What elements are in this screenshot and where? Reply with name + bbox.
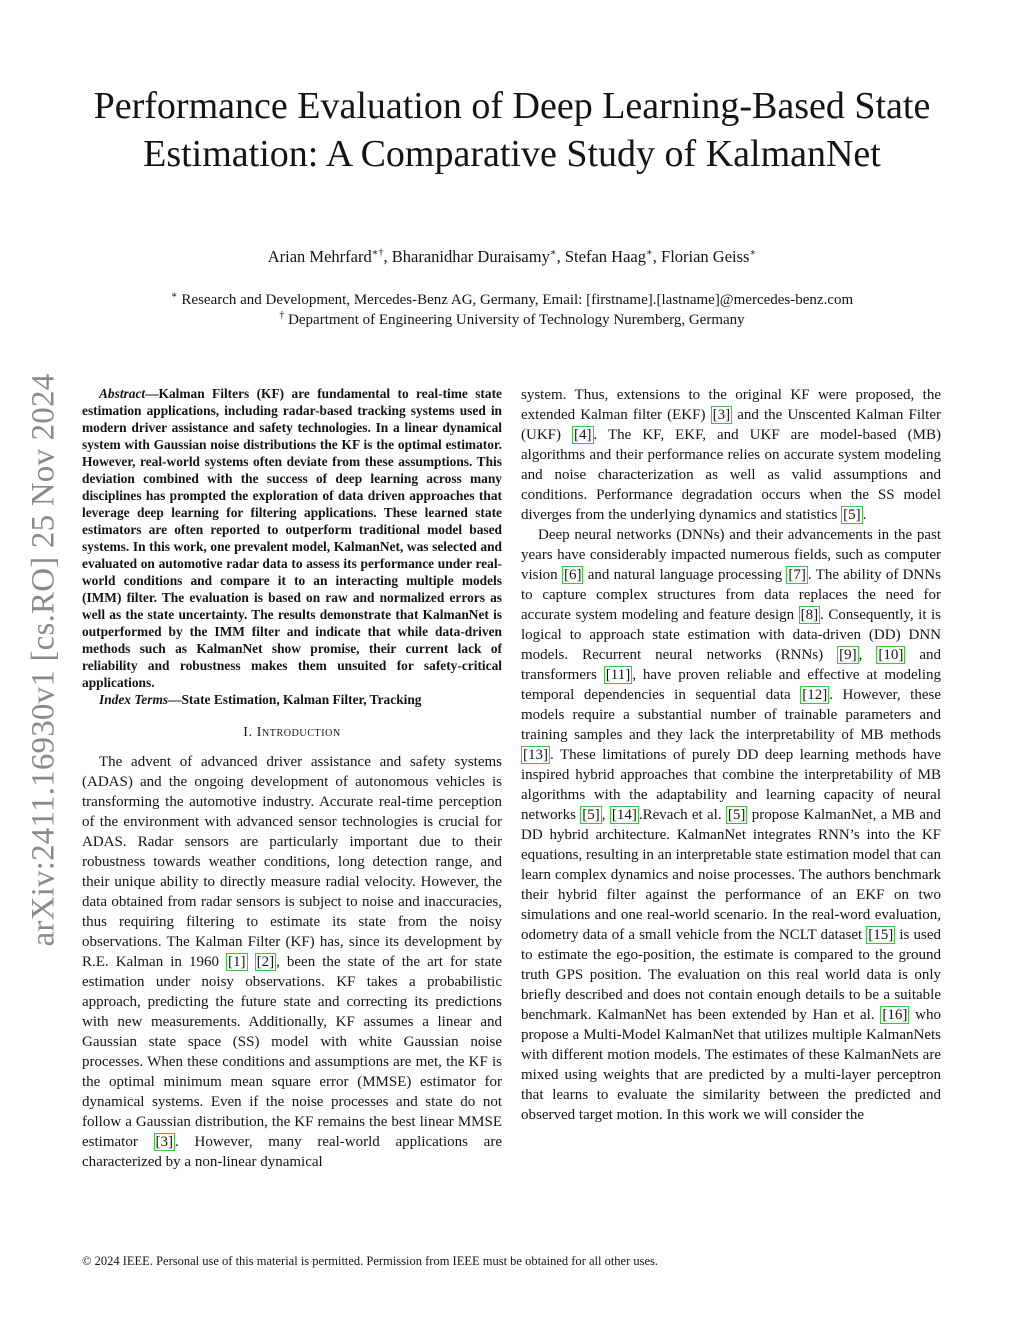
body-text-run: . The ability of DNNs to capture complex structures from data replaces the need for accurate system modeling and feature design bbox=[521, 567, 941, 623]
affiliation-mark: ∗ bbox=[170, 290, 178, 301]
body-text-run: propose KalmanNet, a MB and DD hybrid architecture. KalmanNet integrates RNN’s into the KF equations, resulting in an interpretable state estimation model that can learn complex dynamics and noise processes. The authors benchmark their hybrid filter against the performance of an EKF on two simulations and one real-world scenario. In the real-word evaluation, odometry data of a small vehicle from the NCLT dataset bbox=[521, 807, 941, 943]
affiliation-2 bbox=[60, 312, 964, 329]
citation-link[interactable]: [7] bbox=[788, 567, 806, 583]
author-marks: ∗ bbox=[749, 247, 757, 259]
left-column bbox=[82, 385, 502, 1172]
affiliation-text: Research and Development, Mercedes-Benz AG, Germany, Email: [firstname].[lastname]@mercedes-benz.com bbox=[181, 292, 854, 308]
body-paragraph bbox=[521, 525, 941, 1125]
citation-link[interactable]: [5] bbox=[843, 507, 861, 523]
citation-link[interactable]: [13] bbox=[523, 747, 548, 763]
citation-link[interactable]: [6] bbox=[563, 567, 582, 583]
body-text-run: .Revach et al. bbox=[638, 807, 726, 823]
author-name: Stefan Haag bbox=[564, 247, 646, 266]
abstract-text: —Kalman Filters (KF) are fundamental to real-time state estimation applications, including radar-based tracking systems used in modern driver assistance and safety technologies. In a linear dynamical system with Gaussian noise distributions the KF is the optimal estimator. However, real-world systems often deviate from these assumptions. This deviation combined with the success of deep learning across many disciplines has prompted the exploration of data driven approaches that leverage deep learning for filtering applications. These learned state estimators are often reported to outperform traditional model based systems. In this work, one prevalent model, KalmanNet, was selected and evaluated on automotive radar data to assess its performance under real-world conditions and compare it to an interacting multiple models (IMM) filter. The evaluation is based on raw and normalized errors as well as the state uncertainty. The results demonstrate that KalmanNet is outperformed by the IMM filter and indicate that while data-driven methods such as KalmanNet show promise, their current lack of reliability and robustness makes them unsuited for safety-critical applications. bbox=[82, 386, 502, 690]
body-text-run: who propose a Multi-Model KalmanNet that utilizes multiple KalmanNets with different motion models. The estimates of these KalmanNets are mixed using weights that are predicted by a multi-layer perceptron that learns to evaluate the similarity between the predicted and observed target motion. In this work we will consider the bbox=[521, 1007, 941, 1123]
abstract-label: Abstract bbox=[99, 386, 146, 401]
body-text-run: and the Unscented Kalman Filter (UKF) bbox=[521, 407, 941, 443]
body-text-run: is used to estimate the ego-position, the estimate is compared to the ground truth GPS position. The evaluation on this real world data is only briefly described and does not contain enough details to be a suitable benchmark. KalmanNet has been extended by Han et al. bbox=[521, 927, 942, 1023]
citation-link[interactable]: [10] bbox=[878, 647, 904, 663]
body-text-run bbox=[248, 954, 255, 970]
arxiv-identifier-stamp: arXiv:2411.16930v1 [cs.RO] 25 Nov 2024 bbox=[25, 373, 62, 947]
body-text-run: and natural language processing bbox=[583, 567, 787, 583]
introduction-left-body bbox=[82, 752, 502, 1172]
body-text-run: system. Thus, extensions to the original KF were proposed, the extended Kalman filter (EKF) bbox=[521, 387, 941, 423]
body-text-run: . However, these models require a substantial number of trainable parameters and training samples and they lack the interpretability of MB methods bbox=[521, 687, 941, 743]
index-terms-label: Index Terms bbox=[99, 692, 169, 707]
citation-link[interactable]: [2] bbox=[256, 954, 275, 970]
body-text-run: , bbox=[601, 807, 610, 823]
right-column bbox=[521, 385, 941, 1125]
citation-link[interactable]: [3] bbox=[155, 1134, 174, 1150]
citation-link[interactable]: [3] bbox=[712, 407, 731, 423]
body-text-run: . bbox=[862, 507, 867, 523]
author-marks: ∗ bbox=[645, 247, 653, 259]
body-paragraph bbox=[521, 385, 941, 525]
author-list: Arian Mehrfard∗†, Bharanidhar Duraisamy∗, Stefan Haag∗, Florian Geiss∗ bbox=[267, 247, 757, 266]
copyright-footer: © 2024 IEEE. Personal use of this material is permitted. Permission from IEEE must be obtained for all other uses. bbox=[82, 1254, 659, 1268]
citation-link[interactable]: [5] bbox=[582, 807, 600, 823]
author-name: Florian Geiss bbox=[661, 247, 750, 266]
body-text-run: The advent of advanced driver assistance and safety systems (ADAS) and the ongoing development of autonomous vehicles is transforming the automotive industry. Accurate real-time perception of the environment with advanced sensor technologies is crucial for ADAS. Radar sensors are particularly important due to their robustness towards weather conditions, long detection range, and their unique ability to directly measure radial velocity. However, the data obtained from radar sensors is subject to noise and inaccuracies, thus requiring filtering to estimate its state from the noisy observations. The Kalman Filter (KF) has, since its development by R.E. Kalman in 1960 bbox=[82, 754, 502, 970]
section-heading-introduction bbox=[82, 725, 502, 741]
author-marks: ∗† bbox=[371, 247, 384, 259]
citation-link[interactable]: [1] bbox=[228, 954, 246, 970]
index-terms-text: —State Estimation, Kalman Filter, Tracking bbox=[168, 692, 422, 707]
citation-link[interactable]: [14] bbox=[611, 807, 637, 823]
body-text-run: . However, many real-world applications are characterized by a non-linear dynamical bbox=[82, 1134, 502, 1170]
introduction-right-body bbox=[521, 385, 941, 1125]
section-title: Introduction bbox=[256, 725, 341, 740]
author-name: Bharanidhar Duraisamy bbox=[391, 247, 550, 266]
abstract bbox=[82, 385, 502, 708]
citation-link[interactable]: [8] bbox=[800, 607, 819, 623]
citation-link[interactable]: [9] bbox=[839, 647, 857, 663]
author-marks: ∗ bbox=[549, 247, 557, 259]
body-text-run: , been the state of the art for state estimation under noisy observations. KF takes a probabilistic approach, predicting the future state and correcting its predictions with new measurements. Additionally, KF assumes a linear and Gaussian state space (SS) model with white Gaussian noise processes. When these conditions and assumptions are met, the KF is the optimal minimum mean square error (MMSE) estimator for dynamical systems. Even if the noise processes and state do not follow a Gaussian distribution, the KF remains the best linear MMSE estimator bbox=[82, 954, 503, 1150]
citation-link[interactable]: [16] bbox=[882, 1007, 908, 1023]
body-text-run: . The KF, EKF, and UKF are model-based (MB) algorithms and their performance relies on accurate system modeling and noise characterization as well as valid assumptions and conditions. Performance degradation occurs when the SS model diverges from the underlying dynamics and statistics bbox=[521, 427, 941, 523]
index-terms bbox=[82, 691, 502, 708]
body-text-run: . Consequently, it is logical to approach state estimation with data-driven (DD) DNN models. Recurrent neural networks (RNNs) bbox=[521, 607, 941, 663]
body-text-run: Deep neural networks (DNNs) and their advancements in the past years have considerably impacted numerous fields, such as computer vision bbox=[521, 527, 941, 583]
affiliation-mark: † bbox=[279, 310, 285, 321]
citation-link[interactable]: [11] bbox=[605, 667, 631, 683]
citation-link[interactable]: [5] bbox=[727, 807, 746, 823]
body-text-run: and transformers bbox=[521, 647, 941, 683]
body-text-run: , have proven reliable and effective at modeling temporal dependencies in sequential data bbox=[521, 667, 941, 703]
body-text-run: . These limitations of purely DD deep learning methods have inspired hybrid approaches that combine the interpretability of MB algorithms with the adaptability and learning capacity of neural networks bbox=[521, 747, 941, 823]
affiliation-text: Department of Engineering University of Technology Nuremberg, Germany bbox=[288, 312, 745, 328]
body-text-run: , bbox=[858, 647, 877, 663]
affiliation-1 bbox=[60, 292, 964, 309]
paper-title: Performance Evaluation of Deep Learning-Based State Estimation: A Comparative Study of KalmanNet bbox=[93, 85, 931, 175]
author-name: Arian Mehrfard bbox=[267, 247, 372, 266]
citation-link[interactable]: [12] bbox=[802, 687, 828, 703]
body-paragraph bbox=[82, 752, 502, 1172]
citation-link[interactable]: [4] bbox=[574, 427, 592, 443]
citation-link[interactable]: [15] bbox=[868, 927, 894, 943]
section-number: I. bbox=[243, 725, 253, 740]
abstract-paragraph bbox=[82, 385, 502, 691]
